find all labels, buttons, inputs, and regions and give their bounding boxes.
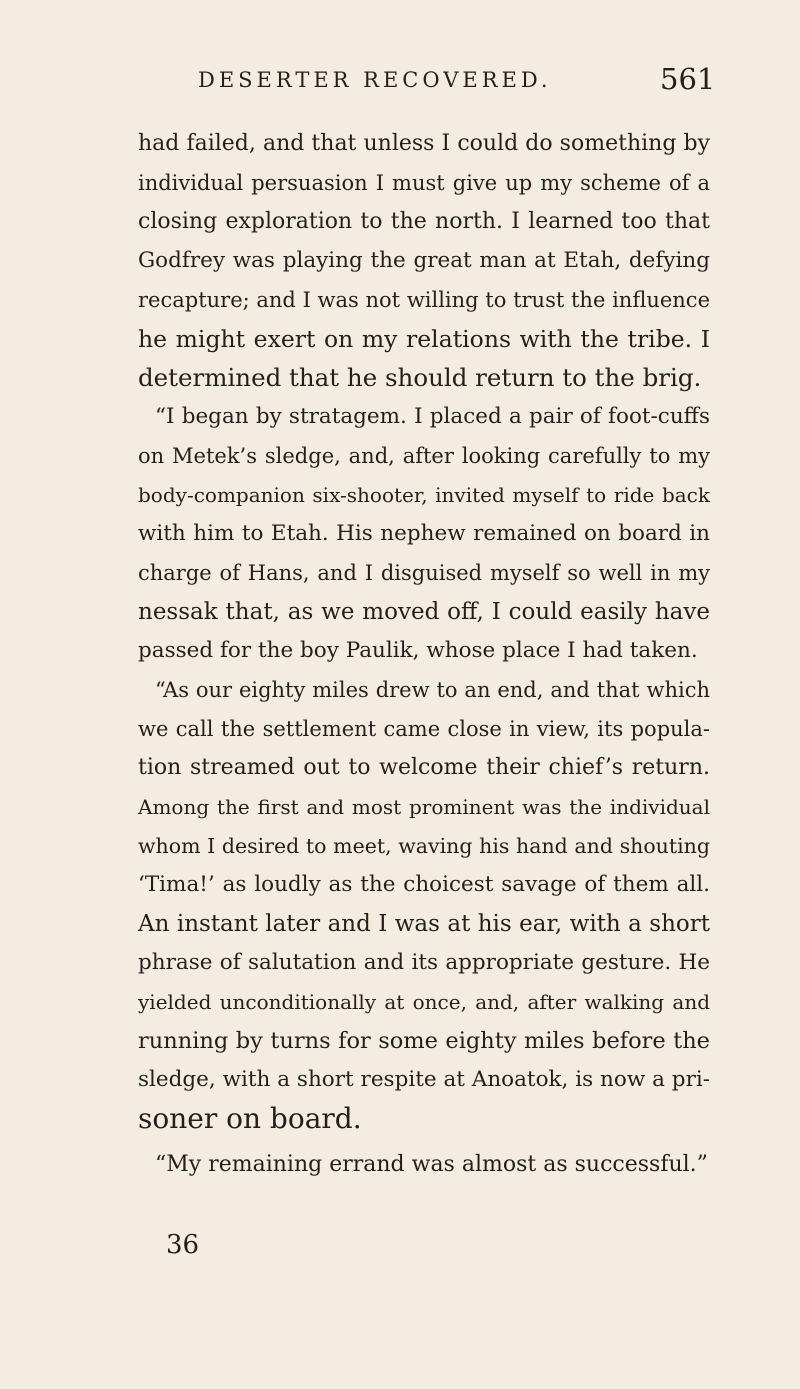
text-line: individual persuasion I must give up my scheme of a [138, 171, 710, 195]
text-line: with him to Etah. His nephew remained on board in [138, 521, 710, 546]
text-line: “As our eighty miles drew to an end, and that which [155, 678, 710, 702]
text-line: nessak that, as we moved off, I could easily have [138, 599, 710, 625]
text-line: closing exploration to the north. I learned too that [138, 209, 710, 234]
text-line: sledge, with a short respite at Anoatok, is now a pri- [138, 1067, 710, 1092]
text-line: running by turns for some eighty miles before the [138, 1028, 710, 1054]
text-line: Godfrey was playing the great man at Etah, defying [138, 248, 710, 273]
text-line: An instant later and I was at his ear, with a short [138, 911, 710, 937]
text-line: soner on board. [138, 1102, 362, 1135]
signature-mark: 36 [166, 1230, 200, 1260]
text-line: tion streamed out to welcome their chief’s return. [138, 755, 710, 780]
text-line: Among the first and most prominent was the individual [138, 795, 710, 819]
text-line: on Metek’s sledge, and, after looking carefully to my [138, 444, 710, 468]
text-line: determined that he should return to the brig. [138, 363, 702, 392]
text-line: charge of Hans, and I disguised myself so well in my [138, 561, 710, 585]
text-line: whom I desired to meet, waving his hand and shouting [138, 834, 710, 858]
text-line: he might exert on my relations with the tribe. I [138, 325, 710, 353]
text-line: passed for the boy Paulik, whose place I had taken. [138, 638, 698, 663]
text-line: phrase of salutation and its appropriate gesture. He [138, 950, 710, 975]
text-line: body-companion six-shooter, invited myself to ride back [138, 483, 710, 507]
text-line: recapture; and I was not willing to trust the influence [138, 288, 710, 312]
text-line: “I began by stratagem. I placed a pair of foot-cuffs [155, 404, 710, 429]
text-line: ‘Tima!’ as loudly as the choicest savage of them all. [138, 872, 710, 897]
page-number: 561 [660, 62, 716, 96]
running-head-title: DESERTER RECOVERED. [198, 68, 552, 92]
text-line: we call the settlement came close in view, its popula- [138, 717, 710, 741]
text-line: had failed, and that unless I could do something by [138, 131, 710, 156]
text-line: yielded unconditionally at once, and, after walking and [138, 990, 710, 1014]
text-line: “My remaining errand was almost as successful.” [155, 1152, 708, 1177]
